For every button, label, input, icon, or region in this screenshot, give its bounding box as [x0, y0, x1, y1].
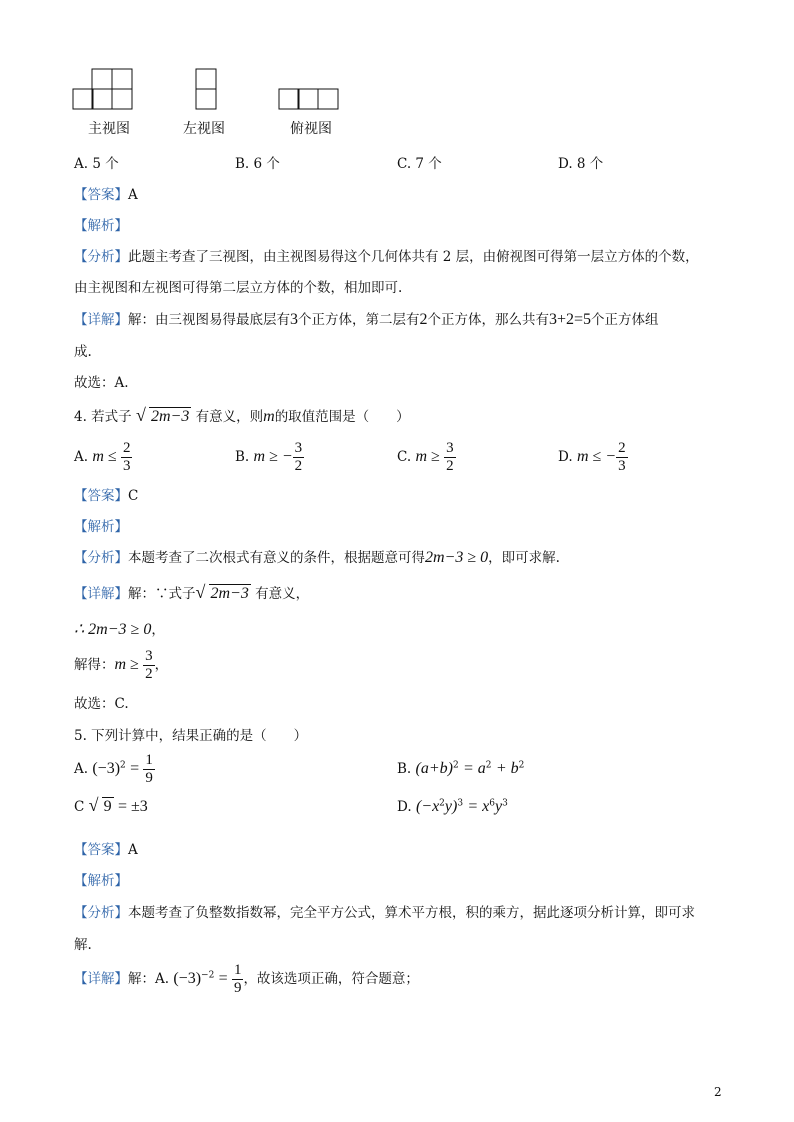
q3-option-a: A. 5 个 — [74, 156, 119, 172]
q4-answer: 【答案】C — [74, 488, 139, 504]
left-view-label: 左视图 — [183, 121, 225, 137]
q4-option-b: B. m ≥ − $\frac{3}{2}$ — [235, 440, 303, 474]
left-view-figure — [195, 68, 219, 110]
q4-stem: 4. 若式子 √ 2m−3 有意义，则m的取值范围是（ ） — [74, 405, 410, 425]
q5-detail: 【详解】解：A. $(-3)^{-2}$ = $\frac{1}{9}$ ，故该选项正确，符合题意； — [74, 962, 419, 996]
q3-option-d: D. 8 个 — [558, 156, 604, 172]
front-view-label: 主视图 — [88, 121, 130, 137]
q4-option-a: A. m ≤ $\frac{2}{3}$ — [74, 440, 131, 474]
q3-answer: 【答案】A — [74, 187, 138, 203]
q4-step1: ∴ 2m−3 ≥ 0， — [74, 621, 165, 638]
q4-solve: 解得：m ≥ $\frac{3}{2}$ ， — [74, 648, 169, 682]
q3-option-c: C. 7 个 — [397, 156, 442, 172]
q3-choice: 故选：A. — [74, 375, 129, 391]
top-view-label: 俯视图 — [290, 121, 332, 137]
q4-option-c: C. m ≥ $\frac{3}{2}$ — [397, 440, 454, 474]
q5-fenxi: 【分析】本题考查了负整数指数幂，完全平方公式，算术平方根，积的乘方，据此逐项分析计算，即可求 — [74, 905, 695, 921]
q4-fenxi: 【分析】本题考查了二次根式有意义的条件，根据题意可得2m−3 ≥ 0，即可求解. — [74, 549, 560, 566]
q3-option-b: B. 6 个 — [235, 156, 280, 172]
q3-detail-line2: 成. — [74, 344, 92, 360]
q5-option-c: C √ 9 = ±3 — [74, 795, 148, 815]
q5-answer: 【答案】A — [74, 842, 138, 858]
top-view-figure — [278, 88, 342, 110]
q5-option-b: B. $(a+b)^2 = a^2 + b^2$ — [397, 760, 525, 777]
q3-fenxi: 【分析】此题主考查了三视图，由主视图易得这个几何体共有 2 层，由俯视图可得第一层立方体的个数， — [74, 249, 699, 265]
q3-fenxi-line2: 由主视图和左视图可得第二层立方体的个数，相加即可. — [74, 280, 403, 296]
q4-analysis-tag: 【解析】 — [74, 519, 128, 535]
q5-stem: 5. 下列计算中，结果正确的是（ ） — [74, 728, 308, 744]
q4-choice: 故选：C. — [74, 696, 129, 712]
q5-option-a: A. $(-3)^2$ = $\frac{1}{9}$ — [74, 752, 153, 786]
q4-detail: 【详解】解：∵式子 √ 2m−3 有意义， — [74, 582, 310, 602]
q5-option-d: D. $(-x^2y)^3 = x^6y^3$ — [397, 798, 508, 815]
q3-detail: 【详解】解：由三视图易得最底层有3个正方体，第二层有2个正方体，那么共有3+2=5个正方体组 — [74, 311, 659, 328]
q3-analysis-tag: 【解析】 — [74, 218, 128, 234]
front-view-figure — [72, 68, 136, 110]
page-number: 2 — [714, 1085, 722, 1099]
q5-analysis-tag: 【解析】 — [74, 873, 128, 889]
q5-fenxi-line2: 解. — [74, 937, 92, 953]
q4-option-d: D. m ≤ − $\frac{2}{3}$ — [558, 440, 626, 474]
